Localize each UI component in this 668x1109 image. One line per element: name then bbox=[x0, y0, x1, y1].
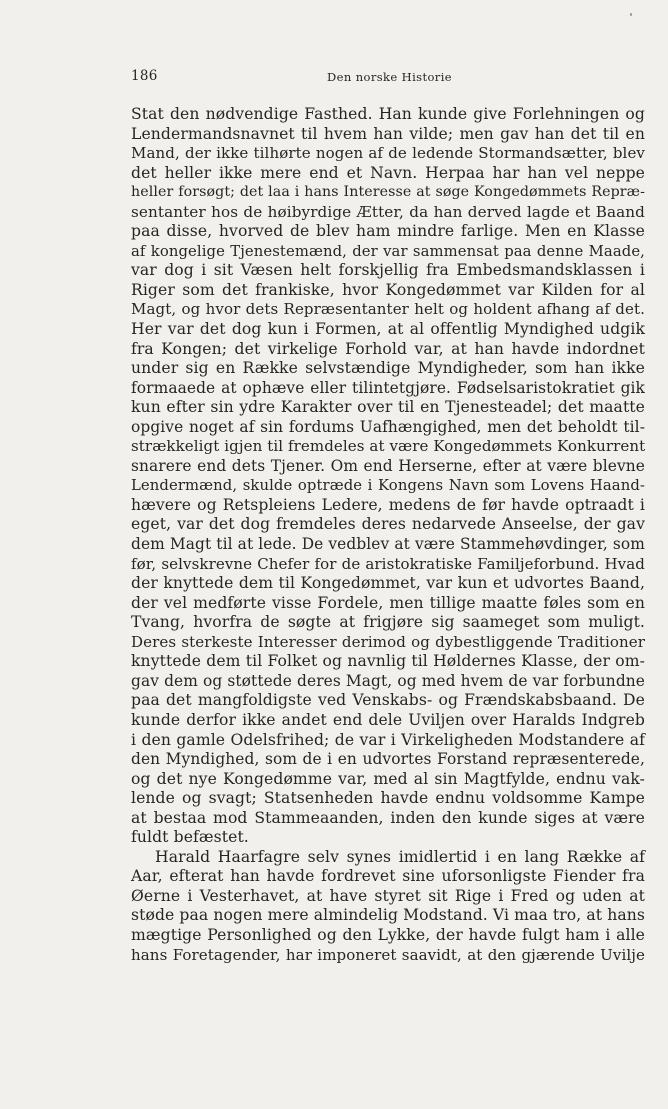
text-line: formaaede at ophæve eller tilintetgjøre. Fødselsaristokratiet gik bbox=[131, 378, 645, 397]
text-line: kun efter sin ydre Karakter over til en Tjenesteadel; det maatte bbox=[131, 398, 645, 417]
text-line: eget, var det dog fremdeles deres nedarvede Anseelse, der gav bbox=[131, 515, 645, 534]
text-line: der knyttede dem til Kongedømmet, var kun et udvortes Baand, bbox=[131, 574, 645, 593]
text-line: Magt, og hvor dets Repræsentanter helt og holdent afhang af det. bbox=[131, 300, 645, 319]
text-line: det heller ikke mere end et Navn. Herpaa har han vel neppe bbox=[131, 163, 645, 182]
text-line: før, selvskrevne Chefer for de aristokratiske Familjeforbund. Hvad bbox=[131, 554, 645, 573]
text-line: Mand, der ikke tilhørte nogen af de ledende Stormandsætter, blev bbox=[131, 144, 645, 163]
page-speck bbox=[630, 13, 632, 16]
running-title: Den norske Historie bbox=[327, 70, 452, 84]
body-text bbox=[131, 105, 645, 965]
text-line: hans Foretagender, har imponeret saavidt, at den gjærende Uvilje bbox=[131, 945, 645, 964]
text-line: opgive noget af sin fordums Uafhængighed, men det beholdt til- bbox=[131, 417, 645, 436]
text-line: Stat den nødvendige Fasthed. Han kunde give Forlehningen og bbox=[131, 105, 645, 123]
text-line: Lendermænd, skulde optræde i Kongens Navn som Lovens Haand- bbox=[131, 477, 645, 495]
text-line: dem Magt til at lede. De vedblev at være Stammehøvdinger, som bbox=[131, 535, 645, 554]
text-line: knyttede dem til Folket og navnlig til Høldernes Klasse, der om- bbox=[131, 652, 645, 671]
text-line: lende og svagt; Statsenheden havde endnu voldsomme Kampe bbox=[131, 789, 645, 808]
text-line: Aar, efterat han havde fordrevet sine uforsonligste Fiender fra bbox=[131, 867, 645, 886]
text-line: Tvang, hvorfra de søgte at frigjøre sig saameget som muligt. bbox=[131, 613, 645, 632]
text-line: Her var det dog kun i Formen, at al offentlig Myndighed udgik bbox=[131, 320, 645, 339]
text-line: og det nye Kongedømme var, med al sin Magtfylde, endnu vak- bbox=[131, 769, 645, 788]
paragraph-end-line: fuldt befæstet. bbox=[131, 828, 249, 847]
text-line: kunde derfor ikke andet end dele Uviljen over Haralds Indgreb bbox=[131, 710, 645, 729]
text-line: den Myndighed, som de i en udvortes Forstand repræsenterede, bbox=[131, 750, 645, 769]
text-line: Øerne i Vesterhavet, at have styret sit Rige i Fred og uden at bbox=[131, 886, 645, 905]
text-line: fra Kongen; det virkelige Forhold var, at han havde indordnet bbox=[131, 339, 645, 358]
text-line: paa det mangfoldigste ved Venskabs- og Frændskabsbaand. De bbox=[131, 691, 645, 710]
text-line: paa disse, hvorved de blev ham mindre farlige. Men en Klasse bbox=[131, 222, 645, 241]
page-number: 186 bbox=[131, 68, 158, 84]
text-line: mægtige Personlighed og den Lykke, der havde fulgt ham i alle bbox=[131, 925, 645, 944]
text-line: sentanter hos de høibyrdige Ætter, da han derved lagde et Baand bbox=[131, 202, 645, 221]
text-line: at bestaa mod Stammeaanden, inden den kunde siges at være bbox=[131, 808, 645, 827]
text-line: snarere end dets Tjener. Om end Herserne, efter at være blevne bbox=[131, 456, 645, 475]
text-line: Deres sterkeste Interesser derimod og dybestliggende Traditioner bbox=[131, 632, 645, 651]
text-line: hævere og Retspleiens Ledere, medens de før havde optraadt i bbox=[131, 495, 645, 514]
text-line: af kongelige Tjenestemænd, der var sammensat paa denne Maade, bbox=[131, 242, 645, 260]
text-line: under sig en Række selvstændige Myndigheder, som han ikke bbox=[131, 359, 645, 378]
page-header bbox=[131, 68, 645, 88]
text-line: der vel medførte visse Fordele, men tillige maatte føles som en bbox=[131, 593, 645, 612]
paragraph-start-line: Harald Haarfagre selv synes imidlertid i en lang Række af bbox=[155, 847, 645, 866]
text-line: strækkeligt igjen til fremdeles at være Kongedømmets Konkurrent bbox=[131, 437, 646, 456]
text-line: støde paa nogen mere almindelig Modstand. Vi maa tro, at hans bbox=[131, 906, 646, 925]
text-line: var dog i sit Væsen helt forskjellig fra Embedsmandsklassen i bbox=[131, 261, 645, 280]
text-line: gav dem og støttede deres Magt, og med hvem de var forbundne bbox=[131, 671, 645, 690]
text-line: i den gamle Odelsfrihed; de var i Virkeligheden Modstandere af bbox=[131, 730, 645, 749]
text-line: heller forsøgt; det laa i hans Interesse at søge Kongedømmets Repræ- bbox=[131, 184, 645, 201]
text-line: Lendermandsnavnet til hvem han vilde; men gav han det til en bbox=[131, 124, 645, 143]
text-line: Riger som det frankiske, hvor Kongedømmet var Kilden for al bbox=[131, 280, 645, 299]
